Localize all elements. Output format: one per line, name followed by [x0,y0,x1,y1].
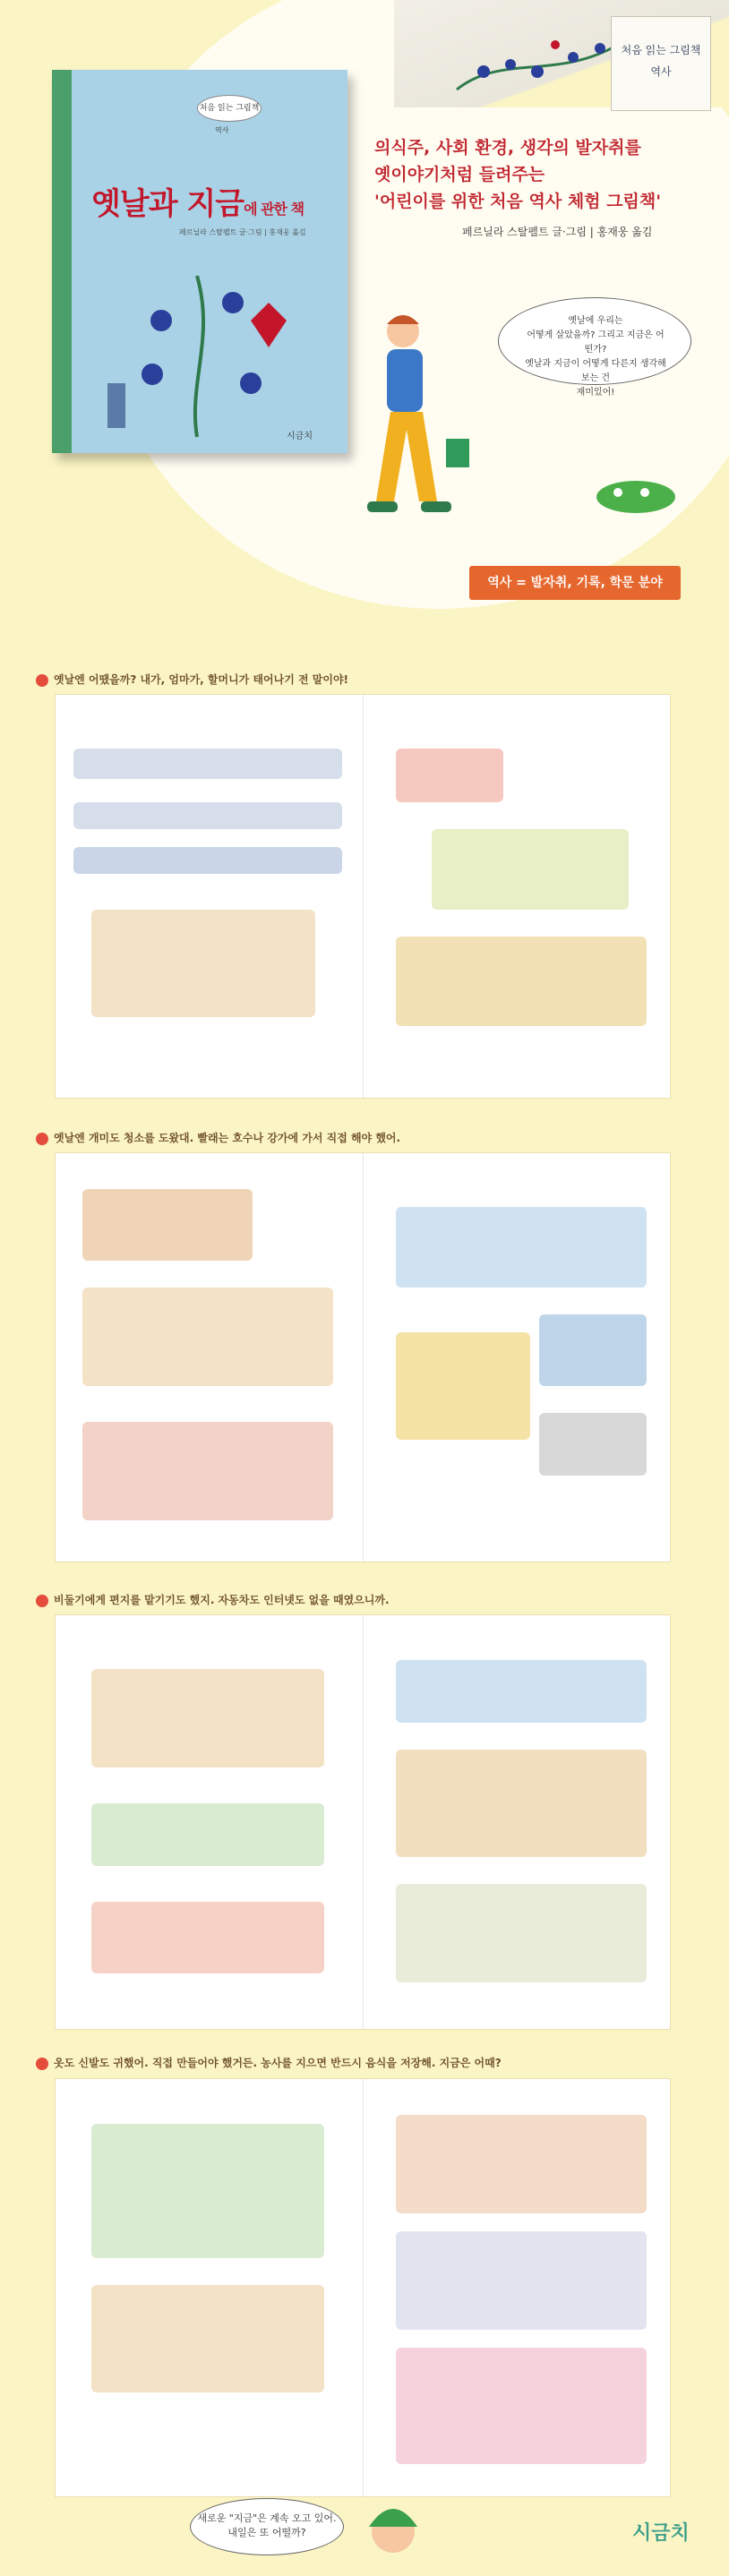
history-tag: 역사 = 발자취, 기록, 학문 분야 [469,566,681,600]
illustration-gadgets [91,1902,324,1973]
book-series-badge: 처음 읽는 그림책 [197,95,262,122]
illustration-cushion [396,1332,530,1440]
book-title-tail: 에 관한 책 [244,201,304,218]
spread-1 [56,695,670,1098]
illustration-clothes [396,2231,647,2330]
section-title-3 [36,1592,390,1607]
final-bubble-line-2: 내일은 또 어떨까? [227,2527,306,2538]
series-category: 역사 [650,65,672,78]
bubble-line-1: 옛날에 우리는 [568,316,623,326]
series-label: 처음 읽는 그림책 [621,44,701,56]
girl-face-icon [353,2491,433,2572]
gutter [363,1153,364,1562]
section-title-4 [36,2055,502,2070]
illustration-crafts [396,2115,647,2213]
illustration-tank [539,1314,647,1386]
bubble-line-2: 어떻게 살았을까? 그리고 지금은 어떤가? [527,330,665,355]
illustration-crowd-3 [73,847,342,874]
illustration-houses [82,1422,333,1520]
bullet-icon [36,1133,48,1145]
book-cover [52,70,347,453]
illustration-rock [539,1413,647,1476]
section-title-1-text: 옛날엔 어땠을까? 내가, 엄마가, 할머니가 태어나기 전 말이야! [54,673,349,686]
illustration-straw [396,937,647,1026]
bullet-icon [36,2058,48,2070]
book-title-main: 옛날과 지금 [91,186,244,222]
section-title-1 [36,672,348,687]
section-title-2-text: 옛날엔 개미도 청소를 도왔대. 빨래는 호수나 강가에 가서 직접 해야 했어. [54,1132,401,1144]
credits: 페르닐라 스탈펠트 글·그림 | 홍재웅 옮김 [462,226,653,238]
gutter [363,2079,364,2496]
illustration-rooms [396,1207,647,1288]
illustration-people [91,1669,324,1767]
spread-2 [56,1153,670,1562]
speech-bubble [498,297,691,398]
speech-bubble-text [524,314,667,400]
section-title-4-text: 옷도 신발도 귀했어. 직접 만들어야 했거든. 농사를 지으면 반드시 음식을 저장해. 지금은 어때? [54,2057,502,2069]
boy-illustration [340,304,484,555]
book-illustration [72,249,328,446]
bubble-line-3: 옛날과 지금이 어떻게 다른지 생각해 보는 건 [525,359,666,383]
series-box [611,16,711,111]
spread-3 [56,1615,670,2029]
section-title-2 [36,1130,400,1145]
gutter [363,695,364,1098]
bullet-icon [36,1595,48,1607]
flower-decoration-icon [448,18,627,107]
spread-4 [56,2079,670,2496]
illustration-car [91,1803,324,1866]
headline [374,134,715,215]
illustration-pigeon [396,1884,647,1982]
illustration-broom [432,829,629,910]
headline-line-3: '어린이를 위한 처음 역사 체험 그림책' [374,192,662,211]
illustration-robot [396,749,503,802]
gutter [363,1615,364,2029]
illustration-bugs-carrots [91,2124,324,2258]
final-bubble-line-1: 새로운 "지금"은 계속 오고 있어. [197,2512,337,2524]
illustration-horse-ship [396,1750,647,1857]
book-author: 페르닐라 스탈펠트 글·그림 | 홍재웅 옮김 [179,228,306,236]
illustration-vehicles [396,1660,647,1723]
illustration-crowd-1 [73,749,342,779]
illustration-shop [396,2348,647,2464]
green-bug-icon [582,466,690,528]
illustration-crowd-2 [73,802,342,829]
headline-line-2: 옛이야기처럼 들려주는 [374,165,545,184]
illustration-vacuum [91,910,315,1017]
headline-line-1: 의식주, 사회 환경, 생각의 발자취를 [374,138,641,158]
section-title-3-text: 비둘기에게 편지를 맡기기도 했지. 자동차도 인터넷도 없을 때였으니까. [54,1594,390,1606]
final-speech-bubble [190,2498,344,2555]
book-title [91,179,304,223]
illustration-ants [82,1288,333,1386]
bullet-icon [36,674,48,687]
book-publisher: 시금치 [287,432,313,441]
bubble-line-4: 재미있어! [576,388,615,398]
book-category: 역사 [215,126,229,134]
illustration-cockroach [82,1189,253,1261]
illustration-figures [91,2285,324,2392]
brand-logo: 시금치 [632,2522,690,2545]
